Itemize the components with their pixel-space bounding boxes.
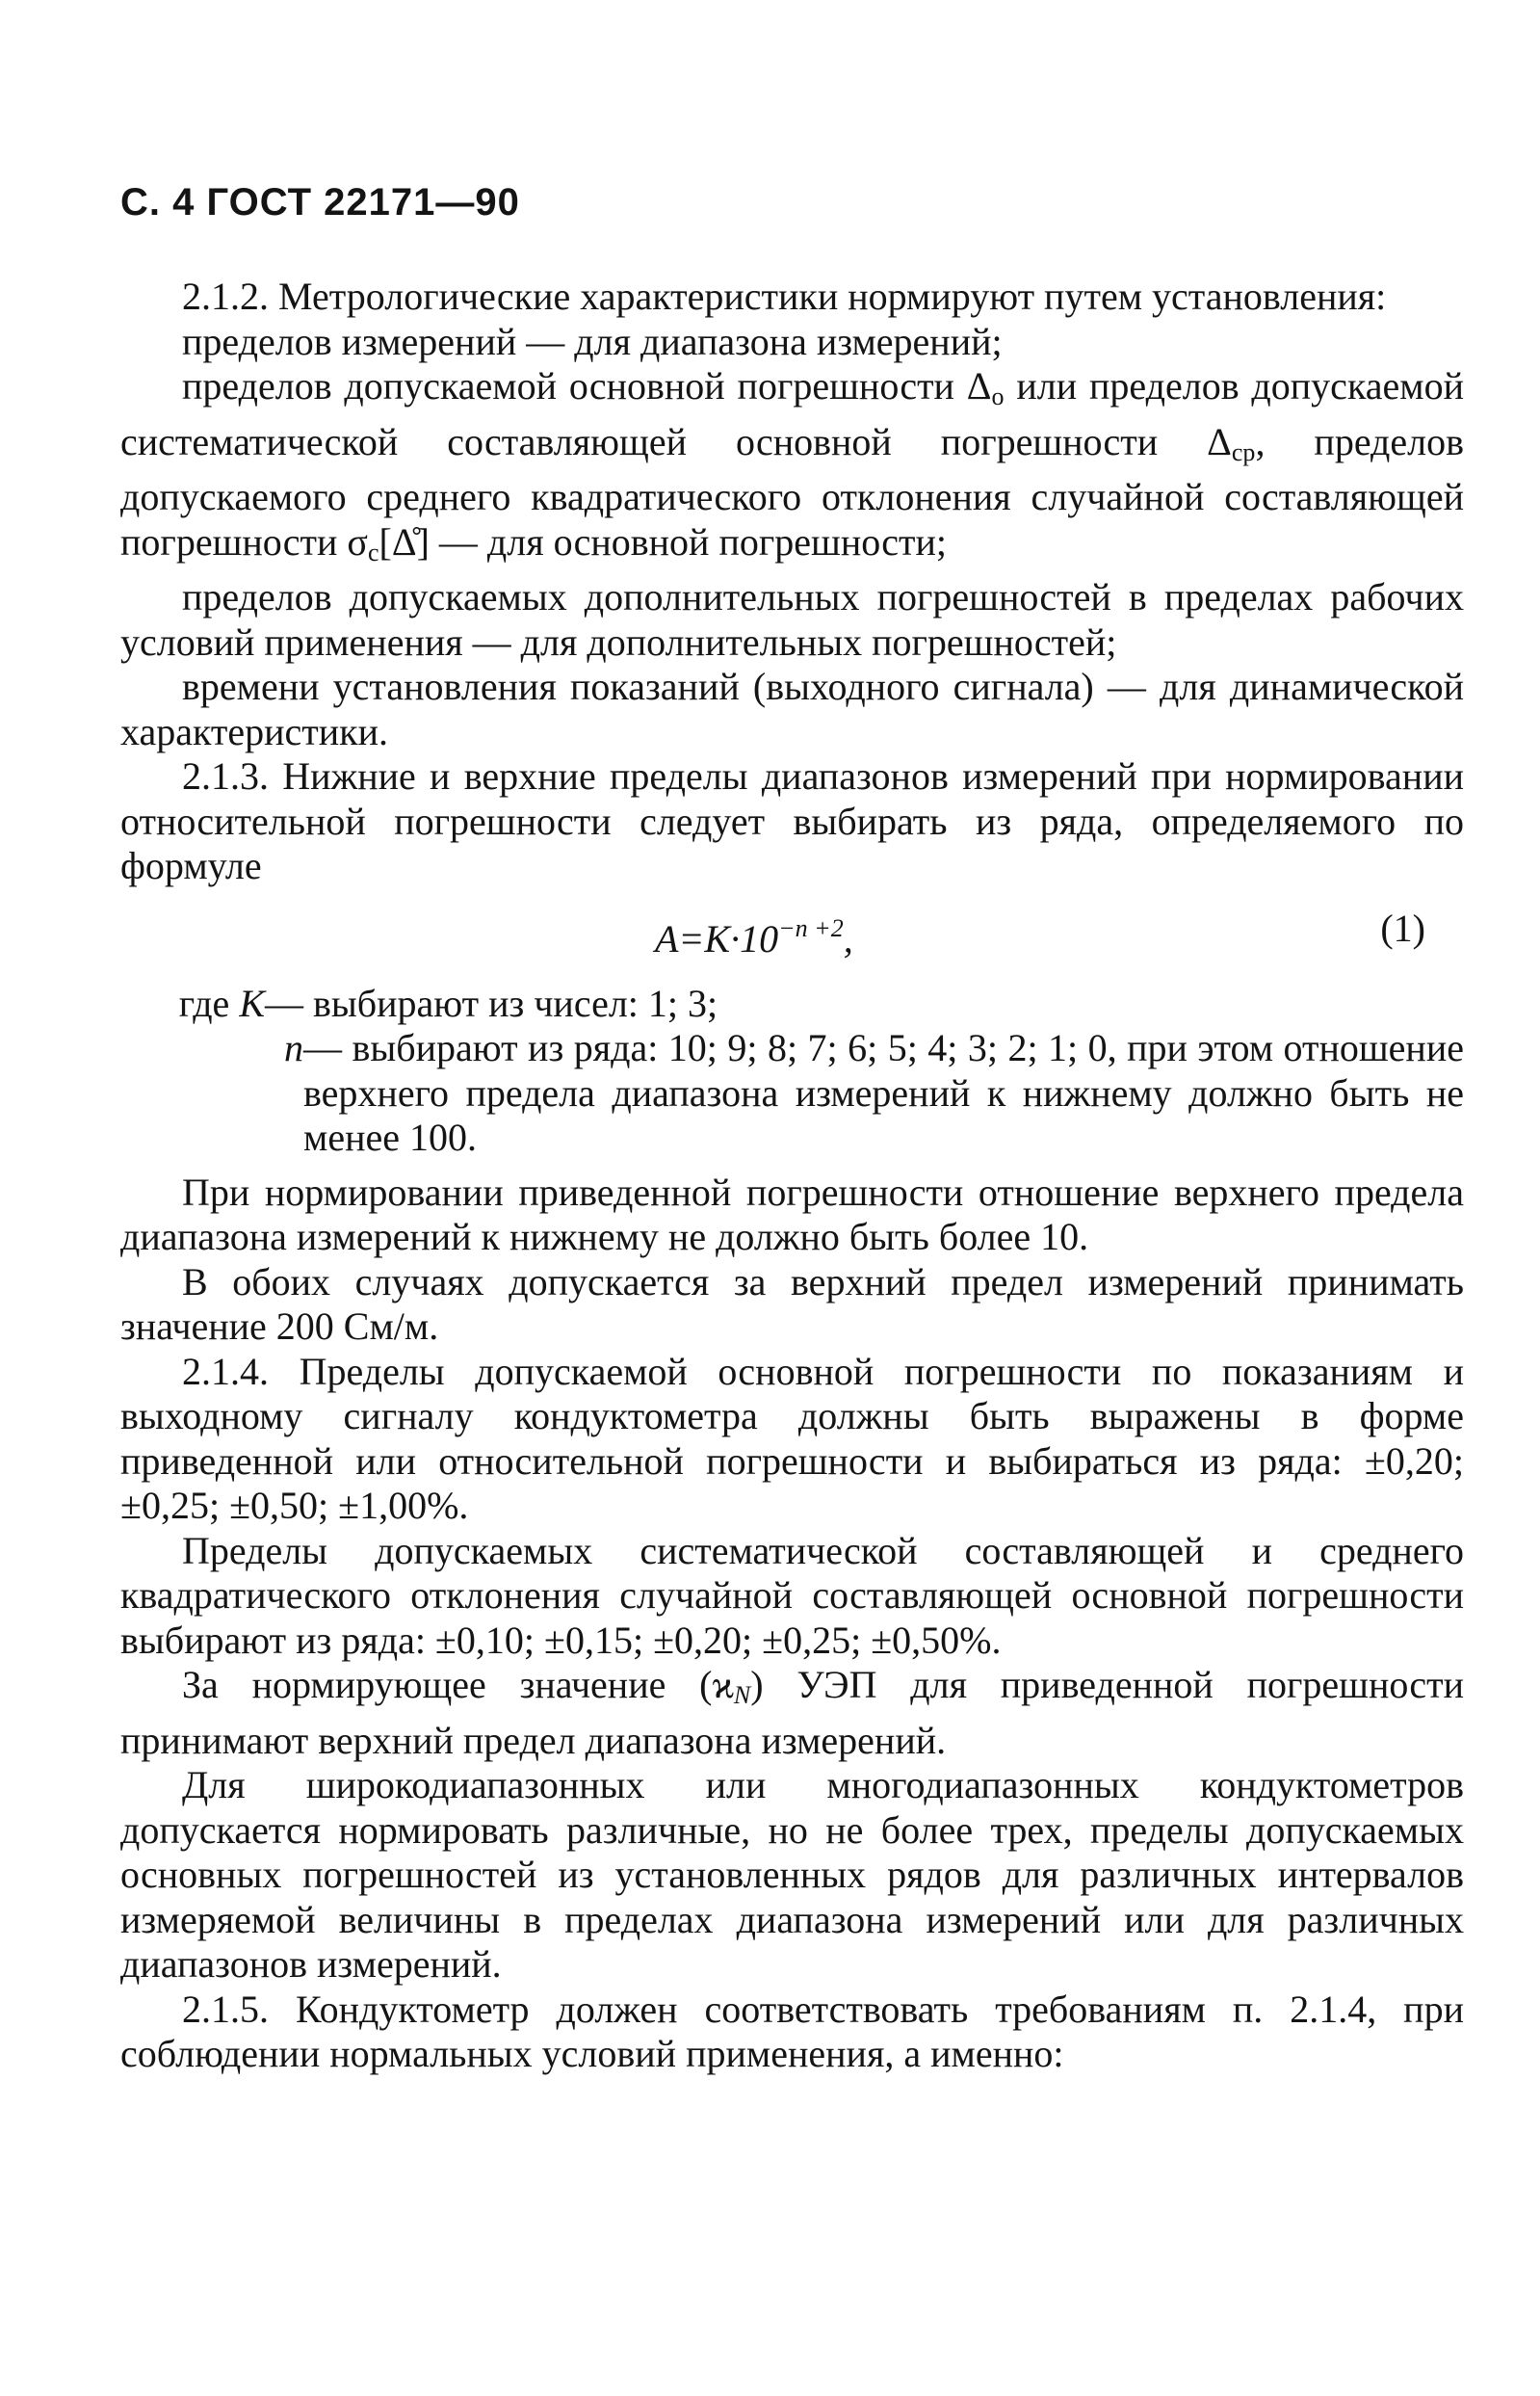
definition-n [120,1026,1464,1161]
subscript-sr: ср [1231,437,1256,466]
formula-lhs: A=K·10 [655,916,779,961]
variable-n: n [284,1026,303,1069]
paragraph-2-1-5: 2.1.5. Кондуктометр должен соответствовать требованиям п. 2.1.4, при соблюдении нормальных условий применения, а именно: [120,1987,1464,2075]
formula-expression [655,907,853,962]
paragraph-normalizing-value [120,1663,1464,1763]
paragraph-2-1-4: 2.1.4. Пределы допускаемой основной погрешности по показаниям и выходному сигналу кондуктометра должны быть выражены в форме приведенной или относительной погрешности и выбираться из ряда: ±0,20; ±0,25; ±0,50; ±1,00%. [120,1349,1464,1527]
normalizing-text-b: ) УЭП для приведенной погрешности принимают верхний предел диапазона измерений. [120,1663,1464,1762]
item-measurement-limits: пределов измерений — для диапазона измерений; [182,319,1003,363]
paragraph-systematic: Пределы допускаемых систематической составляющей и среднего квадратического отклонения случайной составляющей основной погрешности выбирают из ряда: ±0,10; ±0,15; ±0,20; ±0,25; ±0,50%. [120,1528,1464,1662]
basic-error-text-d: [Δ̊] — для основной погрешности; [378,519,947,564]
definition-k [120,982,1464,1027]
definition-n-term [120,1026,303,1071]
item-settling-time: времени установления показаний (выходного сигнала) — для динамической характеристики. [120,665,1464,753]
formula-tail: , [843,916,853,961]
basic-error-text-c: , пределов допускаемого среднего квадратического отклонения случайной составляющей погрешности σ [120,419,1464,564]
paragraph-reduced-error: При нормировании приведенной погрешности отношение верхнего предела диапазона измерений к нижнему не должно быть более 10. [120,1170,1464,1258]
variable-k: K [239,981,265,1025]
subscript-n: N [733,1681,751,1709]
item-additional-error: пределов допускаемых дополнительных погрешностей в пределах рабочих условий применения — для дополнительных погрешностей; [120,575,1464,664]
formula-1 [120,899,1464,968]
formula-exponent: −n +2 [778,913,844,942]
basic-error-text-a: пределов допускаемой основной погрешности Δ [182,364,992,408]
definition-k-text: — выбирают из чисел: 1; 3; [265,981,718,1025]
normalizing-text-a: За нормирующее значение (ϰ [182,1663,734,1706]
definition-n-text: — выбирают из ряда: 10; 9; 8; 7; 6; 5; 4; 3; 2; 1; 0, при этом отношение верхнего предела диапазона измерений к нижнему должно быть не менее 100. [303,1026,1464,1159]
paragraph-both-cases: В обоих случаях допускается за верхний предел измерений принимать значение 200 См/м. [120,1259,1464,1348]
page-header: С. 4 ГОСТ 22171—90 [120,181,520,224]
body-text [120,275,1464,2077]
formula-number: (1) [1380,906,1425,950]
subscript-o: о [991,382,1005,410]
subscript-c: c [367,538,379,566]
paragraph-2-1-2: 2.1.2. Метрологические характеристики нормируют путем установления: [182,275,1387,318]
paragraph-wide-range: Для широкодиапазонных или многодиапазонных кондуктометров допускается нормировать различные, но не более трех, пределы допускаемых основных погрешностей из установленных рядов для различных интервалов измеряемой величины в пределах диапазона измерений или для различных диапазонов измерений. [120,1763,1464,1986]
definition-k-term [120,982,265,1027]
basic-error-text-b: или пределов допускаемой систематической составляющей основной погрешности Δ [120,364,1464,463]
item-basic-error [120,364,1464,575]
where-word: где [178,981,240,1025]
paragraph-2-1-3: 2.1.3. Нижние и верхние пределы диапазонов измерений при нормировании относительной погрешности следует выбирать из ряда, определяемого по формуле [120,754,1464,887]
